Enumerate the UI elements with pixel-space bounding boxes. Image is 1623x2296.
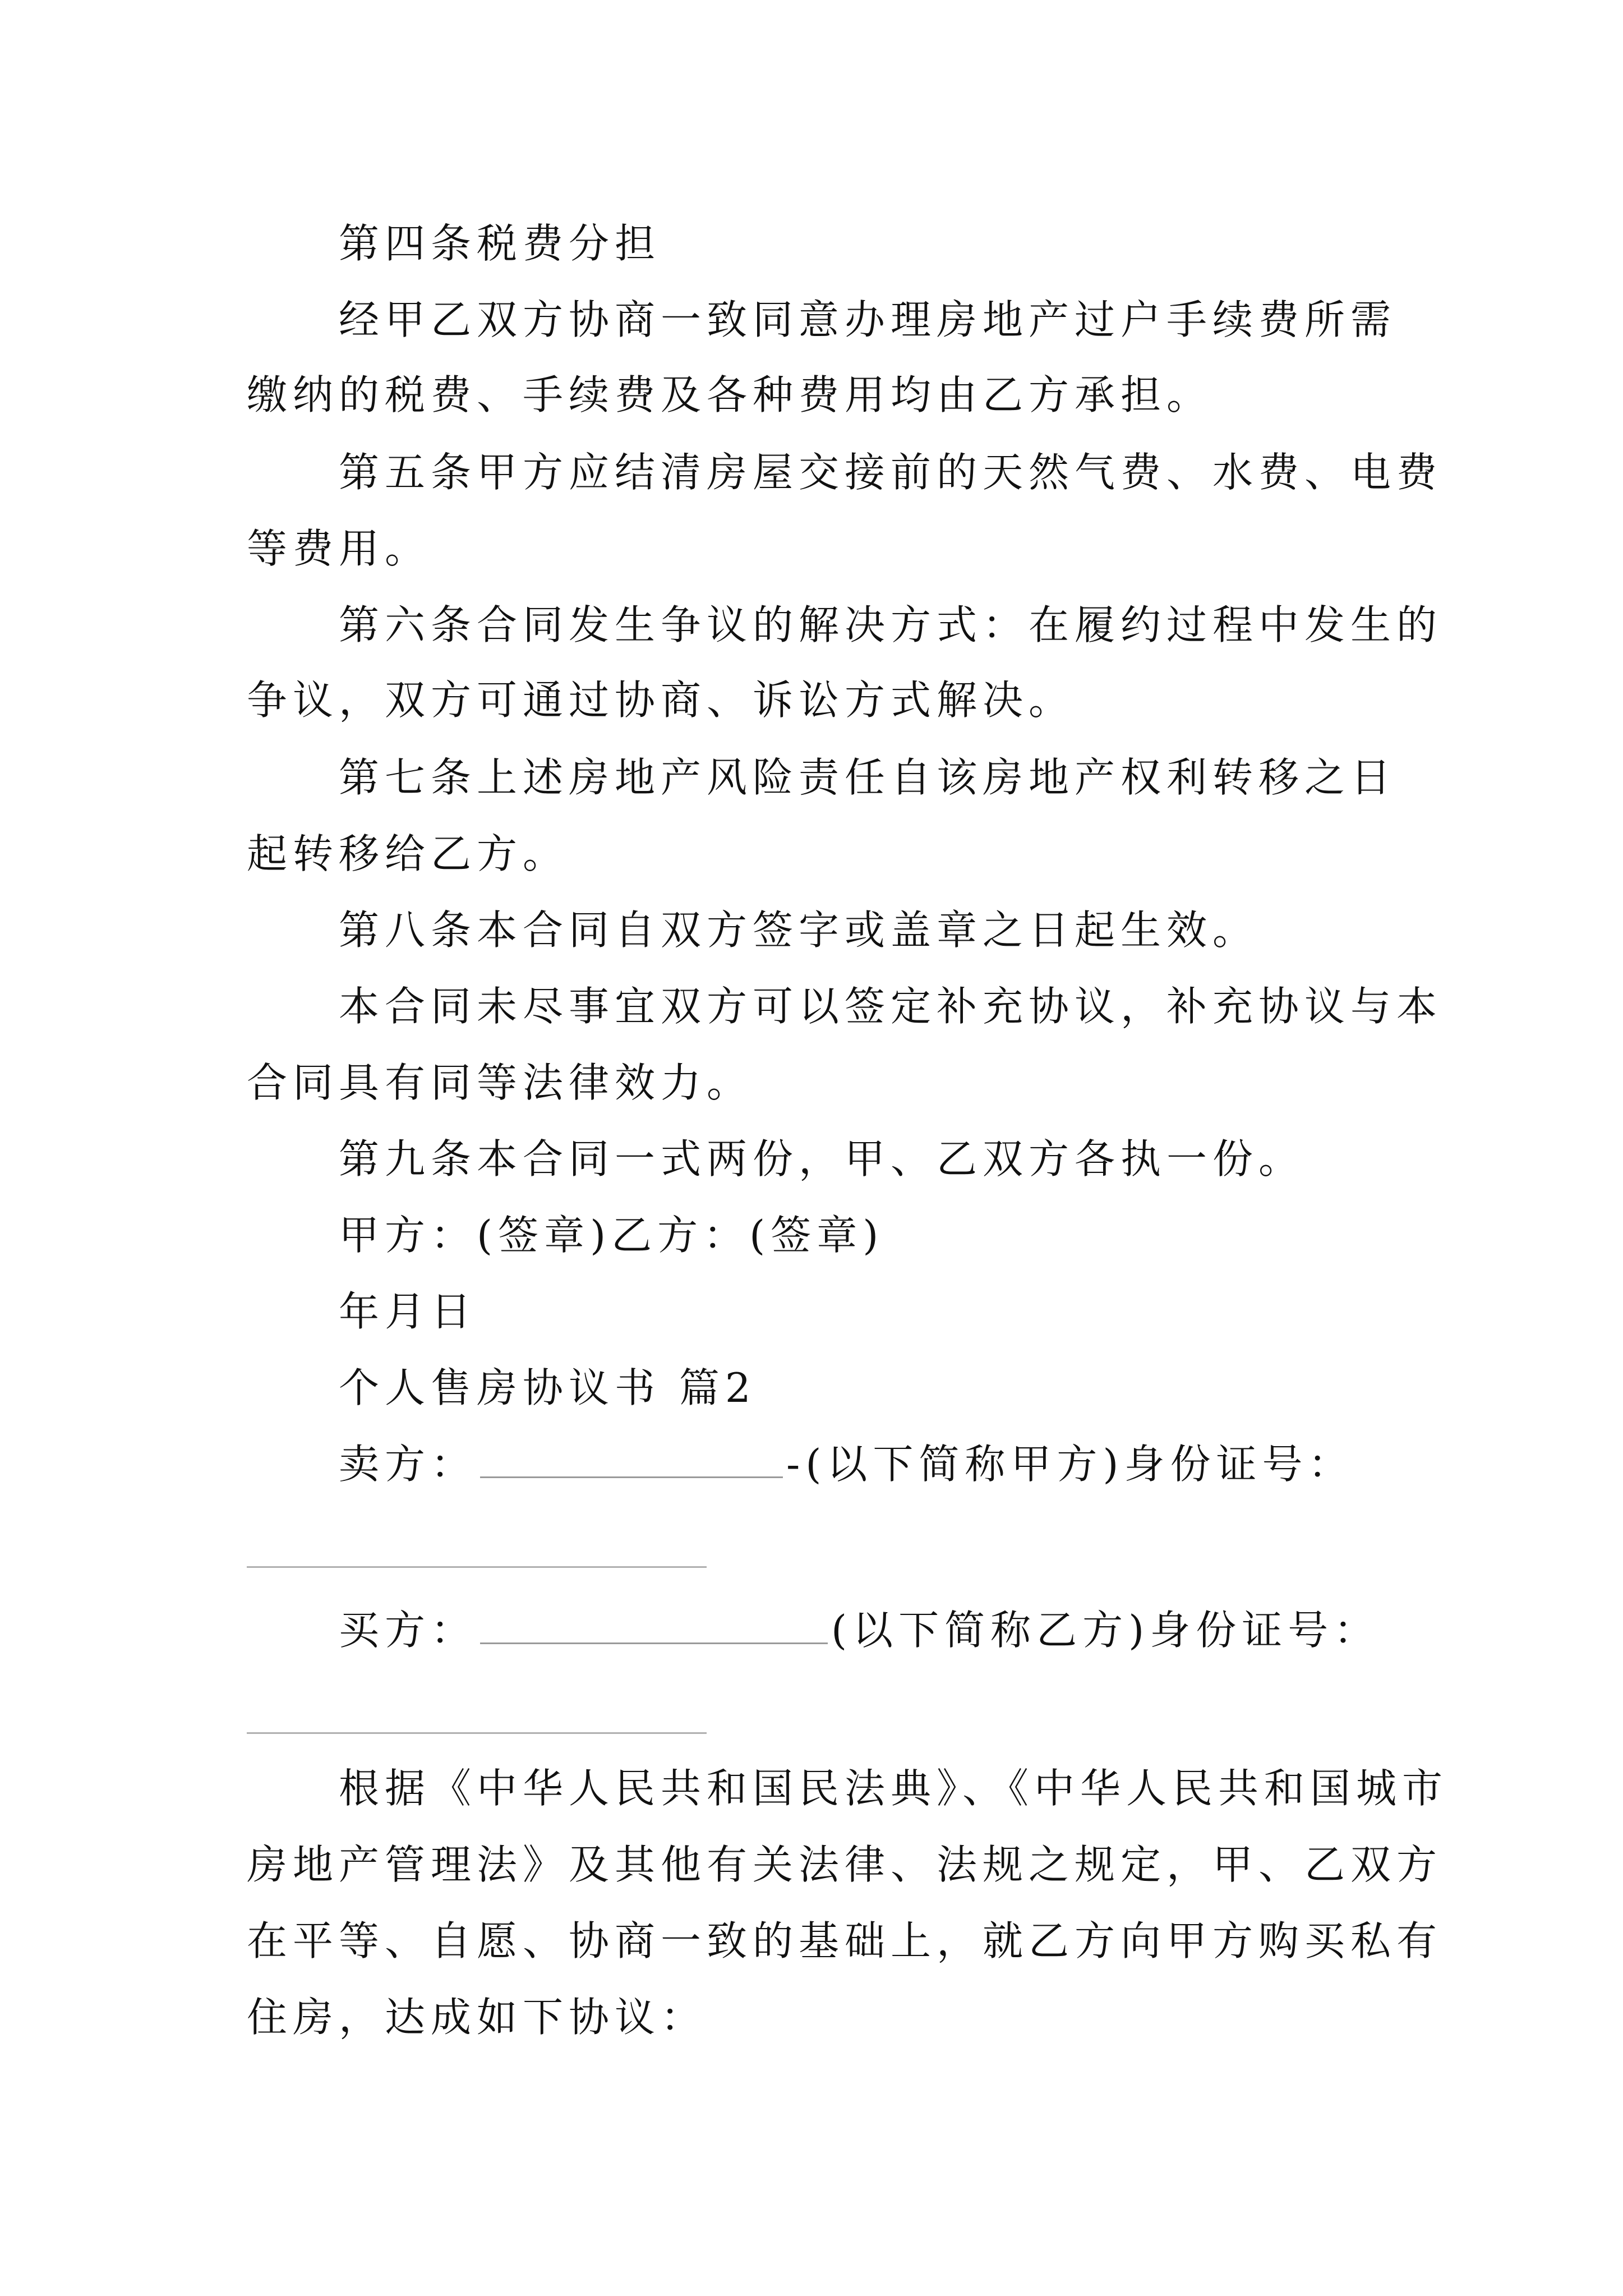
date-line: 年月日 [339,1288,477,1335]
buyer-line [339,1603,1380,1657]
clause-7-line-1: 第七条上述房地产风险责任自该房地产权利转移之日 [339,754,1397,801]
buyer-label: 买方： [339,1607,477,1654]
buyer-id-blank [247,1732,707,1734]
seller-label: 卖方： [339,1441,477,1488]
seller-suffix: -(以下简称甲方)身份证号： [786,1441,1354,1488]
buyer-name-blank [480,1609,828,1644]
clause-5-line-2: 等费用。 [247,525,431,572]
section-title: 个人售房协议书 篇2 [339,1364,757,1411]
clause-7-line-2: 起转移给乙方。 [247,830,569,877]
buyer-suffix: (以下简称乙方)身份证号： [831,1607,1380,1654]
clause-6-line-2: 争议，双方可通过协商、诉讼方式解决。 [247,677,1075,724]
preamble-line-4: 住房，达成如下协议： [247,1994,707,2041]
supplement-line-2: 合同具有同等法律效力。 [247,1059,753,1106]
seller-line [339,1437,1354,1491]
seller-name-blank [480,1443,783,1478]
supplement-line-1: 本合同未尽事宜双方可以签定补充协议，补充协议与本 [339,983,1443,1030]
seller-id-blank [247,1566,707,1568]
preamble-line-1: 根据《中华人民共和国民法典》、《中华人民共和国城市 [339,1765,1449,1812]
preamble-line-3: 在平等、自愿、协商一致的基础上，就乙方向甲方购买私有 [247,1917,1443,1964]
clause-8-line: 第八条本合同自双方签字或盖章之日起生效。 [339,907,1259,954]
clause-6-line-1: 第六条合同发生争议的解决方式：在履约过程中发生的 [339,601,1443,648]
signature-line: 甲方：(签章)乙方：(签章) [339,1212,884,1259]
clause-4-body-line-1: 经甲乙双方协商一致同意办理房地产过户手续费所需 [339,296,1397,343]
clause-4-body-line-2: 缴纳的税费、手续费及各种费用均由乙方承担。 [247,371,1213,418]
clause-4-heading: 第四条税费分担 [339,220,661,267]
preamble-line-2: 房地产管理法》及其他有关法律、法规之规定，甲、乙双方 [247,1841,1443,1888]
clause-9-line: 第九条本合同一式两份，甲、乙双方各执一份。 [339,1135,1305,1182]
clause-5-line-1: 第五条甲方应结清房屋交接前的天然气费、水费、电费 [339,449,1443,496]
